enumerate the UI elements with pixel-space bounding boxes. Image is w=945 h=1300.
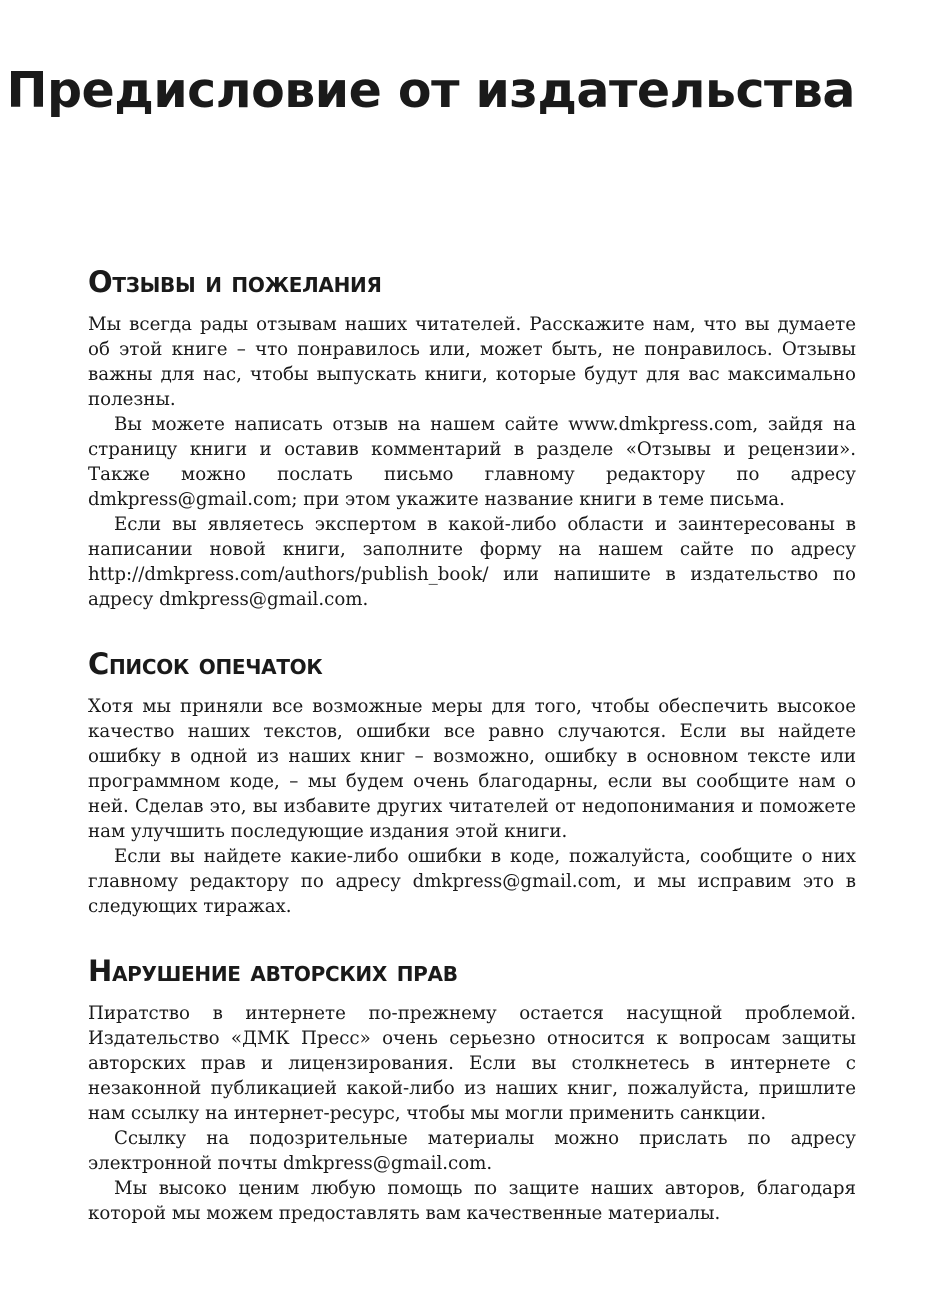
paragraph: Мы всегда рады отзывам наших читателей. Расскажите нам, что вы думаете об этой книге – что понравилось или, может быть, не понравилось. Отзывы важны для нас, чтобы выпускать книги, которые будут для вас максимально полезны. (88, 314, 856, 410)
section-errata (88, 644, 856, 919)
paragraph: Пиратство в интернете по-прежнему остается насущной проблемой. Издательство «ДМК Пресс» очень серьезно относится к вопросам защиты авторских прав и лицензирования. Если вы столкнетесь в интернете с незаконной публикацией какой-либо из наших книг, пожалуйста, пришлите нам ссылку на интернет-ресурс, чтобы мы могли применить санкции. (88, 1003, 856, 1124)
section-heading: Отзывы и пожелания (88, 265, 382, 299)
page-title: Предисловие от издательства (6, 62, 855, 119)
section-heading: Список опечаток (88, 647, 323, 681)
section-feedback (88, 262, 856, 612)
paragraph: Хотя мы приняли все возможные меры для того, чтобы обеспечить высокое качество наших текстов, ошибки все равно случаются. Если вы найдете ошибку в одной из наших книг – возможно, ошибку в основном тексте или программном коде, – мы будем очень благодарны, если вы сообщите нам о ней. Сделав это, вы избавите других читателей от недопонимания и поможете нам улучшить последующие издания этой книги. (88, 696, 856, 842)
page-content (88, 262, 856, 1258)
paragraph: Вы можете написать отзыв на нашем сайте www.dmkpress.com, зайдя на страницу книги и оставив комментарий в разделе «Отзывы и рецензии». Также можно послать письмо главному редактору по адресу dmkpress@gmail.com; при этом укажите название книги в теме письма. (88, 414, 856, 510)
paragraph: Если вы найдете какие-либо ошибки в коде, пожалуйста, сообщите о них главному редактору по адресу dmkpress@gmail.com, и мы исправим это в следующих тиражах. (88, 846, 856, 917)
paragraph: Если вы являетесь экспертом в какой-либо области и заинтересованы в написании новой книги, заполните форму на нашем сайте по адресу http://dmkpress.com/authors/publish_book/ или напишите в издательство по адресу dmkpress@gmail.com. (88, 514, 856, 610)
paragraph: Мы высоко ценим любую помощь по защите наших авторов, благодаря которой мы можем предоставлять вам качественные материалы. (88, 1178, 856, 1224)
section-piracy (88, 951, 856, 1226)
paragraph: Ссылку на подозрительные материалы можно прислать по адресу электронной почты dmkpress@gmail.com. (88, 1128, 856, 1174)
section-heading: Нарушение авторских прав (88, 954, 458, 988)
